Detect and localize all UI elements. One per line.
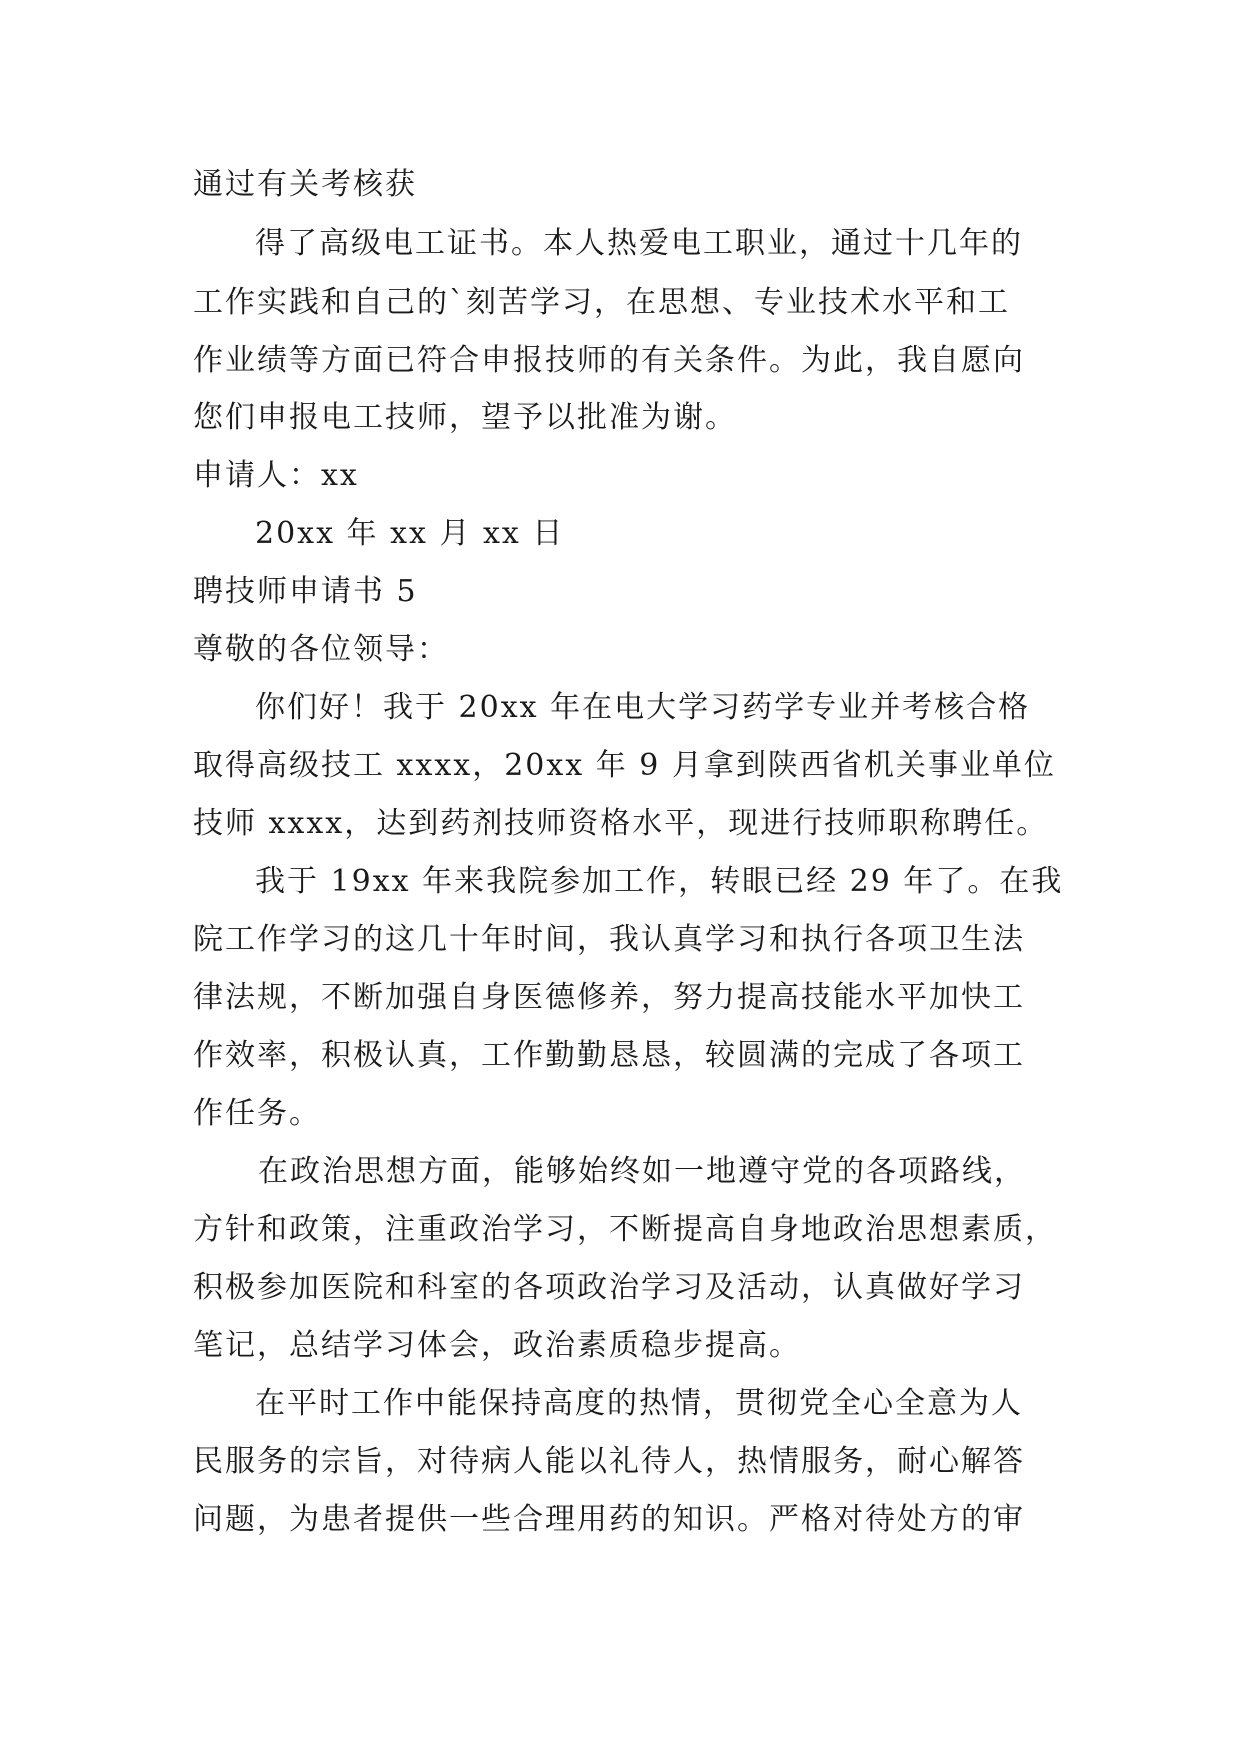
text-line: 方针和政策，注重政治学习，不断提高自身地政治思想素质， bbox=[193, 1212, 1057, 1247]
date-line: 20xx 年 xx 月 xx 日 bbox=[255, 516, 565, 551]
text-line: 作任务。 bbox=[193, 1096, 321, 1131]
section-heading: 聘技师申请书 5 bbox=[193, 574, 418, 609]
text-line: 院工作学习的这几十年时间，我认真学习和执行各项卫生法 bbox=[193, 922, 1025, 957]
text-line: 积极参加医院和科室的各项政治学习及活动，认真做好学习 bbox=[193, 1270, 1025, 1305]
text-line: 问题，为患者提供一些合理用药的知识。严格对待处方的审 bbox=[193, 1502, 1025, 1537]
text-line: 律法规，不断加强自身医德修养，努力提高技能水平加快工 bbox=[193, 980, 1025, 1015]
text-line: 作效率，积极认真，工作勤勤恳恳，较圆满的完成了各项工 bbox=[193, 1038, 1025, 1073]
text-line: 我于 19xx 年来我院参加工作，转眼已经 29 年了。在我 bbox=[255, 864, 1064, 899]
text-line: 取得高级技工 xxxx，20xx 年 9 月拿到陕西省机关事业单位 bbox=[193, 748, 1056, 783]
text-line: 在政治思想方面，能够始终如一地遵守党的各项路线， bbox=[258, 1154, 1026, 1189]
text-line: 笔记，总结学习体会，政治素质稳步提高。 bbox=[193, 1328, 801, 1363]
salutation: 尊敬的各位领导： bbox=[193, 632, 449, 667]
text-line: 工作实践和自己的`刻苦学习，在思想、专业技术水平和工 bbox=[193, 285, 1010, 320]
text-line: 民服务的宗旨，对待病人能以礼待人，热情服务，耐心解答 bbox=[193, 1444, 1025, 1479]
text-line: 技师 xxxx，达到药剂技师资格水平，现进行技师职称聘任。 bbox=[193, 806, 1049, 841]
text-line: 得了高级电工证书。本人热爱电工职业，通过十几年的 bbox=[255, 226, 1023, 261]
text-line: 通过有关考核获 bbox=[193, 167, 417, 202]
text-line: 在平时工作中能保持高度的热情，贯彻党全心全意为人 bbox=[255, 1386, 1023, 1421]
text-line: 您们申报电工技师，望予以批准为谢。 bbox=[193, 400, 737, 435]
signature-line: 申请人：xx bbox=[193, 458, 359, 493]
text-line: 你们好！我于 20xx 年在电大学习药学专业并考核合格 bbox=[255, 690, 1031, 725]
text-line: 作业绩等方面已符合申报技师的有关条件。为此，我自愿向 bbox=[193, 343, 1025, 378]
